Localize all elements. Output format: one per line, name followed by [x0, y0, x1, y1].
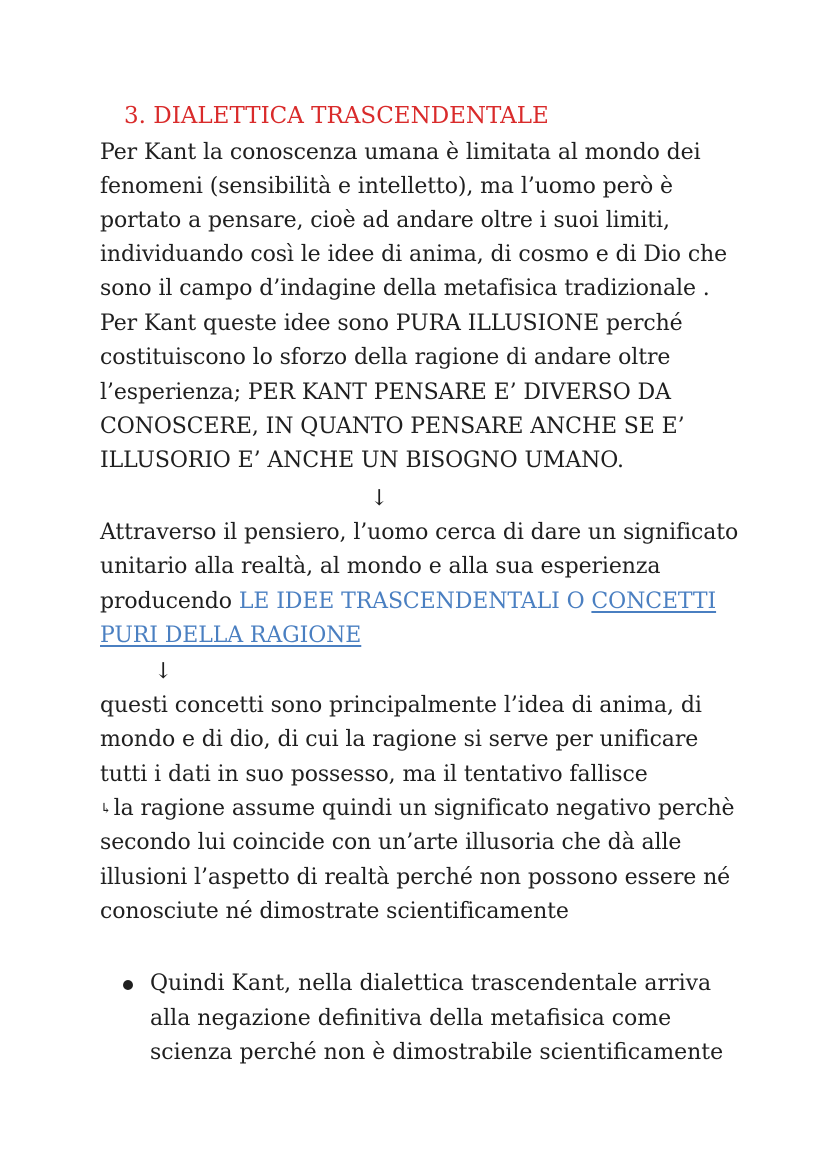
hook-arrow-icon: ↳: [100, 801, 112, 817]
bullet-line: scienza perché non è dimostrabile scientificamente: [150, 1040, 724, 1065]
bullet-line: Quindi Kant, nella dialettica trascendentale arriva: [150, 971, 712, 996]
paragraph2-line: [100, 619, 361, 653]
paragraph1-line: l’esperienza; PER KANT PENSARE E’ DIVERSO DA: [100, 380, 671, 405]
paragraph3-line: illusioni l’aspetto di realtà perché non possono essere né: [100, 865, 731, 890]
paragraph2-line: Attraverso il pensiero, l’uomo cerca di dare un significato: [100, 520, 739, 545]
paragraph1-line: CONOSCERE, IN QUANTO PENSARE ANCHE SE E’: [100, 414, 685, 439]
paragraph3-text: la ragione assume quindi un significato negativo perchè: [113, 796, 735, 821]
paragraph1-line: fenomeni (sensibilità e intelletto), ma l’uomo però è: [100, 174, 673, 199]
paragraph1-line: Per Kant queste idee sono PURA ILLUSIONE perché: [100, 311, 683, 336]
down-arrow-icon: ↓: [370, 486, 389, 511]
highlighted-text: LE IDEE TRASCENDENTALI O: [238, 589, 592, 614]
paragraph3-line: secondo lui coincide con un’arte illusoria che dà alle: [100, 830, 682, 855]
bullet-dot-icon: [123, 980, 133, 990]
concept-link[interactable]: CONCETTI: [591, 589, 717, 614]
paragraph2-line: [100, 585, 716, 619]
paragraph3-line: [100, 792, 734, 826]
paragraph3-line: mondo e di dio, di cui la ragione si serve per unificare: [100, 727, 699, 752]
paragraph1-line: costituiscono lo sforzo della ragione di andare oltre: [100, 345, 671, 370]
concept-link[interactable]: PURI DELLA RAGIONE: [100, 623, 362, 648]
paragraph1-line: individuando così le idee di anima, di cosmo e di Dio che: [100, 242, 728, 267]
paragraph3-line: tutti i dati in suo possesso, ma il tentativo fallisce: [100, 762, 648, 787]
paragraph1-line: sono il campo d’indagine della metafisica tradizionale .: [100, 276, 710, 301]
paragraph3-line: questi concetti sono principalmente l’idea di anima, di: [100, 693, 702, 718]
paragraph3-line: conosciute né dimostrate scientificamente: [100, 899, 569, 924]
down-arrow-icon: ↓: [154, 659, 173, 684]
section-heading: 3. DIALETTICA TRASCENDENTALE: [124, 103, 549, 129]
paragraph1-line: Per Kant la conoscenza umana è limitata al mondo dei: [100, 140, 701, 165]
paragraph1-line: ILLUSORIO E’ ANCHE UN BISOGNO UMANO.: [100, 448, 624, 473]
bullet-line: alla negazione definitiva della metafisica come: [150, 1006, 672, 1031]
paragraph2-text: producendo: [100, 589, 239, 614]
paragraph1-line: portato a pensare, cioè ad andare oltre i suoi limiti,: [100, 208, 670, 233]
paragraph2-line: unitario alla realtà, al mondo e alla sua esperienza: [100, 554, 661, 579]
